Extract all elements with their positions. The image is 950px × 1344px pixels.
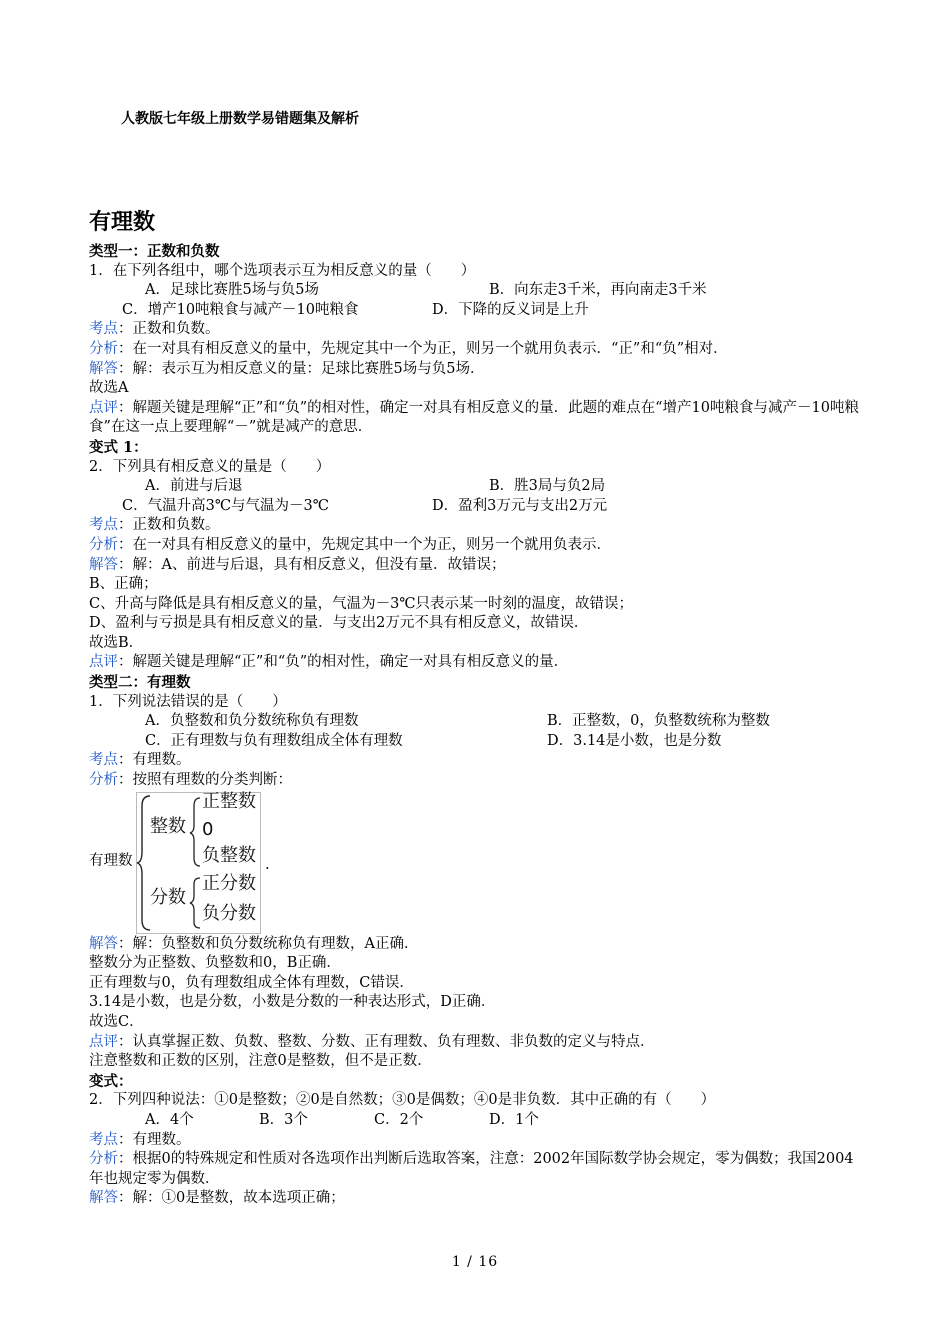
type1-variant-heading: 变式 1：	[89, 438, 148, 456]
t1q2-option-d: D．盈利3万元与支出2万元	[432, 497, 608, 514]
dianping-text: ：解题关键是理解“正”和“负”的相对性，确定一对具有相反意义的量．	[118, 654, 569, 671]
dianping-label: 点评	[89, 654, 118, 671]
t1q1-option-d: D．下降的反义词是上升	[432, 301, 589, 318]
tree-zero: 0	[202, 818, 214, 840]
t1q1-dianping	[89, 399, 864, 438]
kaodian-label: 考点	[89, 517, 118, 534]
fenxi-label: 分析	[89, 1151, 118, 1168]
type1-heading: 类型一：正数和负数	[89, 243, 220, 260]
tree-negative-fraction: 负分数	[202, 902, 256, 924]
document-body	[89, 242, 864, 1209]
t2q1-options-row2	[89, 732, 864, 752]
t2q2-option-b: B．3个	[259, 1111, 308, 1128]
t1q2-line-b: B、正确；	[89, 576, 158, 593]
t2q1-option-b: B．正整数，0，负整数统称为整数	[547, 713, 770, 730]
t1q1-options-row2	[89, 301, 864, 321]
t1q2-option-a: A．前进与后退	[145, 478, 243, 495]
t1q1-stem: 1．在下列各组中，哪个选项表示互为相反意义的量（ ）	[89, 262, 476, 279]
t1q1-kaodian	[89, 320, 864, 340]
kaodian-text: ：正数和负数。	[118, 321, 220, 338]
t2q1-options-row1	[89, 712, 864, 732]
t1q2-stem: 2．下列具有相反意义的量是（ ）	[89, 458, 331, 475]
t2q1-stem: 1．下列说法错误的是（ ）	[89, 693, 287, 710]
type2-variant-heading: 变式：	[89, 1072, 133, 1090]
fenxi-text: ：在一对具有相反意义的量中，先规定其中一个为正，则另一个就用负表示．	[118, 536, 611, 553]
jieda-label: 解答	[89, 360, 118, 377]
t2q1-option-a: A．负整数和负分数统称负有理数	[145, 713, 359, 730]
tree-positive-fraction: 正分数	[202, 872, 256, 894]
kaodian-text: ：有理数。	[118, 752, 191, 769]
t2q1-answer: 故选C．	[89, 1014, 144, 1030]
dianping-label: 点评	[89, 1033, 118, 1050]
fenxi-text: ：在一对具有相反意义的量中，先规定其中一个为正，则另一个就用负表示．“正”和“负”相对．	[118, 340, 728, 357]
jieda-text: ：解：负整数和负分数统称负有理数，A正确．	[118, 935, 419, 952]
t1q2-line-d: D、盈利与亏损是具有相反意义的量．与支出2万元不具有相反意义，故错误．	[89, 615, 589, 632]
jieda-text: ：解：表示互为相反意义的量：足球比赛胜5场与负5场．	[118, 360, 485, 377]
dianping-text: ：解题关键是理解“正”和“负”的相对性，确定一对具有相反意义的量．此题的难点在“增产10吨粮食与减产－10吨粮食”在这一点上要理解“－”就是减产的意思．	[89, 399, 859, 436]
dianping-label: 点评	[89, 399, 118, 416]
t1q1-jieda	[89, 360, 864, 380]
jieda-text: ：解：①0是整数，故本选项正确；	[118, 1190, 345, 1207]
t1q2-options-row2	[89, 497, 864, 517]
type2-heading: 类型二：有理数	[89, 674, 191, 692]
t1q1-option-a: A．足球比赛胜5场与负5场	[145, 282, 319, 299]
t2q1-line2: 整数分为正整数、负整数和0，B正确．	[89, 955, 341, 972]
t2q2-jieda	[89, 1189, 864, 1209]
kaodian-text: ：有理数。	[118, 1131, 191, 1148]
tree-positive-integer: 正整数	[202, 790, 256, 812]
rational-number-classification-diagram	[89, 792, 864, 934]
t1q2-kaodian	[89, 516, 864, 536]
kaodian-label: 考点	[89, 321, 118, 338]
t1q2-option-c: C．气温升高3℃与气温为－3℃	[122, 497, 329, 514]
jieda-label: 解答	[89, 556, 118, 573]
fenxi-label: 分析	[89, 536, 118, 553]
fenxi-text: ：按照有理数的分类判断：	[118, 772, 292, 789]
t2q1-line4: 3.14是小数，也是分数，小数是分数的一种表达形式，D正确．	[89, 994, 496, 1011]
document-title: 人教版七年级上册数学易错题集及解析	[121, 111, 359, 127]
tree-negative-integer: 负整数	[202, 844, 256, 866]
t1q2-answer: 故选B．	[89, 634, 144, 651]
t1q1-option-c: C．增产10吨粮食与减产－10吨粮食	[122, 301, 359, 318]
t2q1-jieda	[89, 935, 864, 955]
tree-fraction: 分数	[150, 886, 186, 908]
tree-root-label: 有理数	[89, 852, 133, 869]
tree-period: .	[265, 856, 270, 873]
kaodian-label: 考点	[89, 1131, 118, 1148]
t2q1-option-c: C．正有理数与负有理数组成全体有理数	[145, 732, 403, 749]
jieda-label: 解答	[89, 935, 118, 952]
t1q1-answer: 故选A	[89, 380, 129, 397]
kaodian-label: 考点	[89, 752, 118, 769]
t1q1-fenxi	[89, 340, 864, 360]
t1q2-fenxi	[89, 536, 864, 556]
t1q2-jieda	[89, 556, 864, 576]
t1q2-options-row1	[89, 477, 864, 497]
t2q1-note: 注意整数和正数的区别，注意0是整数，但不是正数．	[89, 1053, 432, 1070]
t2q1-kaodian	[89, 751, 864, 771]
t2q1-fenxi	[89, 771, 864, 791]
jieda-label: 解答	[89, 1190, 118, 1207]
t2q2-options-row	[89, 1111, 864, 1131]
t2q1-line3: 正有理数与0，负有理数组成全体有理数，C错误．	[89, 974, 414, 991]
t2q1-option-d: D．3.14是小数，也是分数	[547, 732, 722, 749]
t2q2-option-c: C．2个	[374, 1111, 424, 1128]
section-title: 有理数	[89, 209, 156, 235]
t2q2-kaodian	[89, 1131, 864, 1151]
fenxi-label: 分析	[89, 340, 118, 357]
t2q1-dianping	[89, 1033, 864, 1053]
t1q1-option-b: B．向东走3千米，再向南走3千米	[489, 282, 707, 299]
fenxi-text: ：根据0的特殊规定和性质对各选项作出判断后选取答案，注意：2002年国际数学协会规定，零为偶数；我国2004年也规定零为偶数．	[89, 1151, 854, 1187]
t2q2-fenxi	[89, 1150, 864, 1189]
t2q2-stem: 2．下列四种说法：①0是整数；②0是自然数；③0是偶数；④0是非负数．其中正确的有（ ）	[89, 1092, 716, 1109]
t2q2-option-a: A．4个	[145, 1111, 194, 1128]
t1q2-line-c: C、升高与降低是具有相反意义的量，气温为－3℃只表示某一时刻的温度，故错误；	[89, 595, 634, 612]
t1q1-options-row1	[89, 281, 864, 301]
tree-integer: 整数	[150, 815, 186, 837]
kaodian-text: ：正数和负数。	[118, 517, 220, 534]
fenxi-label: 分析	[89, 772, 118, 789]
t1q2-option-b: B．胜3局与负2局	[489, 478, 606, 495]
dianping-text: ：认真掌握正数、负数、整数、分数、正有理数、负有理数、非负数的定义与特点．	[118, 1033, 655, 1050]
t1q2-dianping	[89, 653, 864, 673]
page-number: 1 / 16	[451, 1254, 499, 1270]
jieda-text: ：解：A、前进与后退，具有相反意义，但没有量．故错误；	[118, 556, 506, 573]
t2q2-option-d: D．1个	[489, 1111, 539, 1128]
